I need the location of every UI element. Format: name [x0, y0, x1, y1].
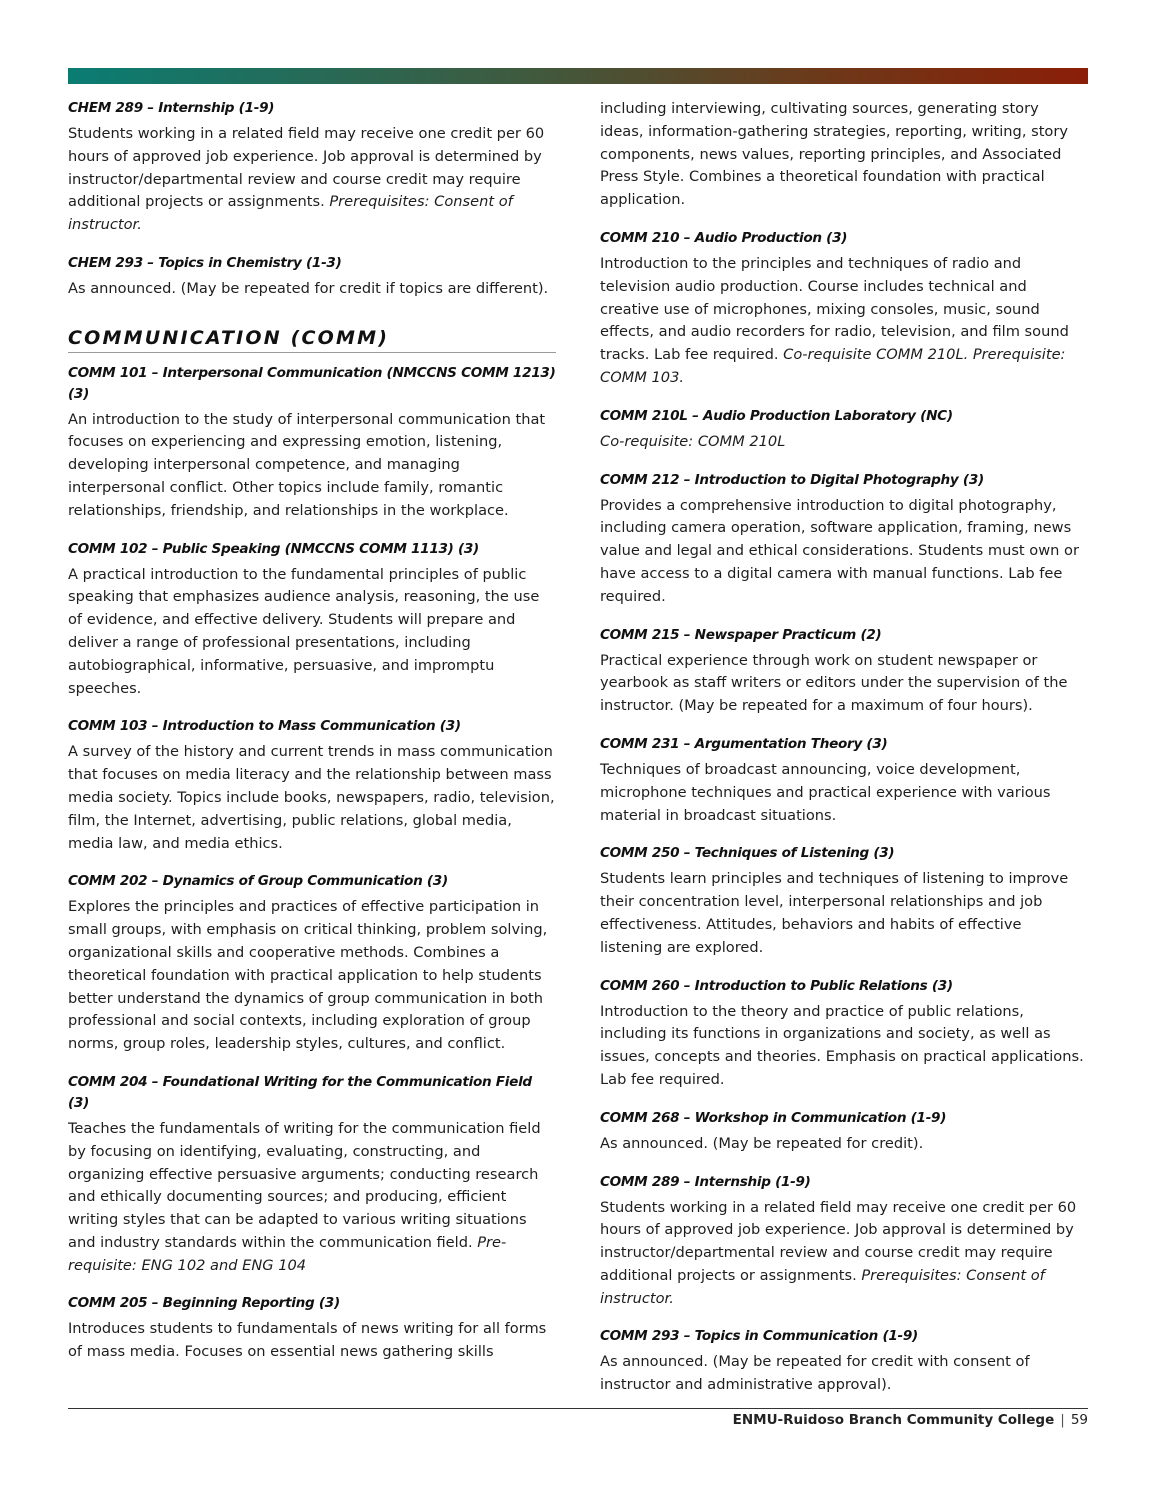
course-description	[600, 495, 1086, 609]
course-description	[600, 1351, 1086, 1397]
course-description	[600, 650, 1086, 718]
course-entry	[68, 1293, 556, 1364]
course-entry	[600, 734, 1086, 827]
course-title: COMM 210 – Audio Production (3)	[600, 229, 848, 246]
course-title: CHEM 293 – Topics in Chemistry (1-3)	[68, 254, 342, 271]
left-course-list-b	[68, 363, 556, 1365]
course-entry	[600, 228, 1086, 390]
section-heading-communication: COMMUNICATION (COMM)	[68, 327, 556, 353]
course-description	[68, 741, 556, 855]
course-description	[600, 253, 1086, 390]
course-entry	[600, 406, 1086, 454]
course-description	[600, 759, 1086, 827]
course-description	[600, 868, 1086, 959]
course-entry	[600, 625, 1086, 718]
course-description-text: A practical introduction to the fundamental principles of public speaking that emphasizes audience analysis, reasoning, the use of evidence, and effective delivery. Students will prepare and deliver a range of professional presentations, including autobiographical, informative, persuasive, and impromptu speeches.	[68, 565, 540, 697]
course-entry	[600, 976, 1086, 1092]
course-entry	[600, 1108, 1086, 1156]
course-description-text: As announced. (May be repeated for credit).	[600, 1134, 924, 1152]
course-entry	[68, 253, 556, 301]
course-title: COMM 293 – Topics in Communication (1-9)	[600, 1328, 918, 1345]
course-title: CHEM 289 – Internship (1-9)	[68, 100, 275, 116]
course-description	[68, 564, 556, 701]
course-entry	[68, 363, 556, 523]
course-title: COMM 204 – Foundational Writing for the Communication Field (3)	[68, 1073, 532, 1111]
course-title: COMM 102 – Public Speaking (NMCCNS COMM 1113) (3)	[68, 540, 479, 557]
course-description-text: Students working in a related field may receive one credit per 60 hours of approved job experience. Job approval is determined by instructor/departmental review and course credit may require additional projects or assignments.	[600, 1198, 1077, 1284]
course-description-continued: including interviewing, cultivating sources, generating story ideas, information-gathering strategies, reporting, writing, story components, news values, reporting principles, and Associated Press Style. Combines a theoretical foundation with practical application.	[600, 100, 1068, 209]
footer-divider	[68, 1408, 1088, 1409]
course-title: COMM 212 – Introduction to Digital Photography (3)	[600, 471, 984, 488]
course-description	[600, 1133, 1086, 1156]
course-description	[600, 431, 1086, 454]
course-entry	[600, 843, 1086, 959]
course-entry	[68, 98, 556, 237]
course-title: COMM 215 – Newspaper Practicum (2)	[600, 626, 882, 643]
course-description-text: Introduces students to fundamentals of news writing for all forms of mass media. Focuses on essential news gathering skills	[68, 1320, 547, 1361]
footer-college-name: ENMU-Ruidoso Branch Community College	[732, 1412, 1055, 1428]
course-description-text: An introduction to the study of interpersonal communication that focuses on experiencing and expressing emotion, listening, developing interpersonal competence, and managing interpersonal conflict. Other topics include family, romantic relationships, friendship, and relationships in the workplace.	[68, 410, 546, 519]
course-description-text: Practical experience through work on student newspaper or yearbook as staff writers or editors under the supervision of the instructor. (May be repeated for a maximum of four hours).	[600, 651, 1068, 715]
page-number: 59	[1070, 1412, 1088, 1428]
course-description-text: Provides a comprehensive introduction to digital photography, including camera operation, software application, framing, news value and legal and ethical considerations. Students must own or have access to a digital camera with manual functions. Lab fee required.	[600, 496, 1079, 605]
course-title: COMM 101 – Interpersonal Communication (NMCCNS COMM 1213) (3)	[68, 364, 556, 402]
course-title: COMM 103 – Introduction to Mass Communication (3)	[68, 718, 461, 735]
course-title: COMM 205 – Beginning Reporting (3)	[68, 1295, 340, 1312]
course-entry	[600, 470, 1086, 609]
page-footer	[733, 1412, 1088, 1428]
course-prerequisite: Prerequisites: Consent of instructor.	[600, 1266, 1045, 1307]
course-description-text: Techniques of broadcast announcing, voice development, microphone techniques and practical experience with various material in broadcast situations.	[600, 760, 1051, 824]
course-description-text: Introduction to the principles and techniques of radio and television audio production. Course includes technical and creative use of microphones, mixing consoles, music, sound effects, and audio recorders for radio, television, and film sound tracks. Lab fee required.	[600, 254, 1069, 364]
course-prerequisite: Pre-requisite: ENG 102 and ENG 104	[68, 1233, 507, 1274]
course-description-text: As announced. (May be repeated for credit if topics are different).	[68, 279, 549, 297]
course-description	[68, 896, 556, 1056]
course-description-text: A survey of the history and current trends in mass communication that focuses on media literacy and the relationship between mass media society. Topics include books, newspapers, radio, television, film, the Internet, advertising, public relations, global media, media law, and media ethics.	[68, 743, 555, 852]
course-title: COMM 210L – Audio Production Laboratory (NC)	[600, 407, 953, 424]
course-entry	[600, 1326, 1086, 1397]
header-color-bar	[68, 68, 1088, 84]
course-description-text: Students working in a related field may receive one credit per 60 hours of approved job experience. Job approval is determined by instructor/departmental review and course credit may require additional projects or assignments.	[68, 125, 545, 211]
course-title: COMM 268 – Workshop in Communication (1-9)	[600, 1109, 947, 1126]
course-description	[68, 1118, 556, 1278]
course-entry	[68, 871, 556, 1056]
course-description	[68, 409, 556, 523]
course-title: COMM 260 – Introduction to Public Relations (3)	[600, 977, 953, 994]
course-prerequisite: Co-requisite: COMM 210L	[600, 432, 786, 450]
course-entry	[68, 716, 556, 855]
continuation-entry	[600, 98, 1086, 212]
course-entry	[600, 1172, 1086, 1311]
course-description	[68, 278, 556, 301]
course-title: COMM 202 – Dynamics of Group Communication (3)	[68, 873, 448, 890]
course-description-text: Teaches the fundamentals of writing for the communication field by focusing on identifying, evaluating, constructing, and organizing effective persuasive arguments; conducting research and ethically documenting sources; and producing, efficient writing styles that can be adapted to various writing situations and industry standards within the communication field.	[68, 1119, 541, 1251]
course-title: COMM 289 – Internship (1-9)	[600, 1173, 811, 1190]
course-title: COMM 250 – Techniques of Listening (3)	[600, 845, 895, 862]
course-description	[68, 1318, 556, 1364]
right-column	[600, 98, 1086, 1413]
left-course-list-a	[68, 98, 556, 301]
course-description-text: As announced. (May be repeated for credit with consent of instructor and administrative approval).	[600, 1353, 1030, 1394]
course-description-text: Explores the principles and practices of effective participation in small groups, with emphasis on critical thinking, problem solving, organizational skills and cooperative methods. Combines a theoretical foundation with practical application to help students better understand the dynamics of group communication in both professional and social contexts, including exploration of group norms, group roles, leadership styles, cultures, and conflict.	[68, 898, 548, 1053]
left-column	[68, 98, 556, 1380]
course-description	[600, 1001, 1086, 1092]
course-entry	[68, 539, 556, 701]
course-description	[68, 123, 556, 237]
right-course-list	[600, 228, 1086, 1397]
footer-separator: |	[1060, 1412, 1065, 1428]
course-title: COMM 231 – Argumentation Theory (3)	[600, 735, 888, 752]
course-prerequisite: Co-requisite COMM 210L. Prerequisite: COMM 103.	[600, 346, 1066, 386]
course-entry	[68, 1072, 556, 1278]
course-description-text: Introduction to the theory and practice of public relations, including its functions in organizations and society, as well as issues, concepts and theories. Emphasis on practical applications. Lab fee required.	[600, 1002, 1084, 1088]
course-description-text: Students learn principles and techniques of listening to improve their concentration level, interpersonal relationships and job effectiveness. Attitudes, behaviors and habits of effective listening are explored.	[600, 870, 1069, 956]
course-prerequisite: Prerequisites: Consent of instructor.	[68, 193, 513, 234]
course-description	[600, 1197, 1086, 1311]
